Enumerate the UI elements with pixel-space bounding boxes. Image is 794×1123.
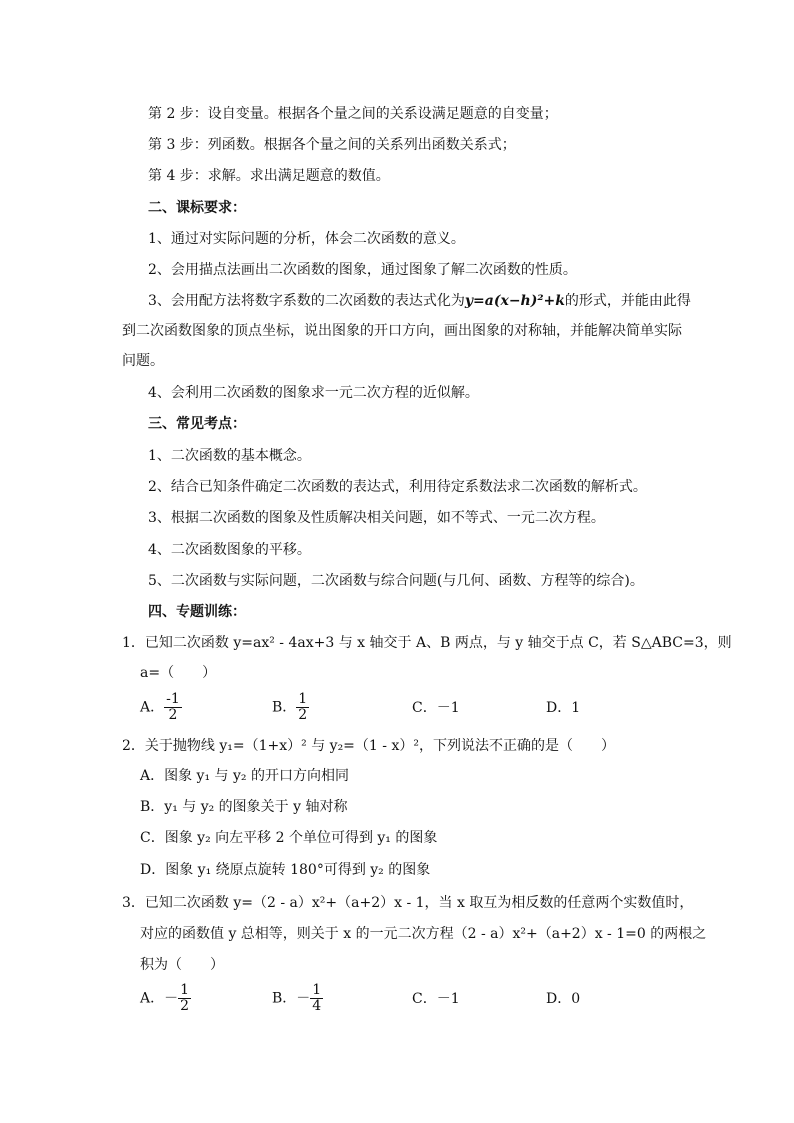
requirement-3-text-b: 的形式，并能由此得 — [564, 293, 691, 309]
question-1-stem: 1．已知二次函数 y=ax² - 4ax+3 与 x 轴交于 A、B 两点，与 y 轴交于点 C，若 S△ABC=3，则 — [122, 635, 732, 651]
question-3-stem-line3: 积为（ ） — [140, 957, 224, 973]
question-2-option-c: C．图象 y₂ 向左平移 2 个单位可得到 y₁ 的图象 — [140, 830, 438, 846]
question-2-option-a: A．图象 y₁ 与 y₂ 的开口方向相同 — [140, 768, 349, 784]
keypoint-2: 2、结合已知条件确定二次函数的表达式，利用待定系数法求二次函数的解析式。 — [148, 479, 647, 495]
question-3-stem-line2: 对应的函数值 y 总相等，则关于 x 的一元二次方程（2 - a）x²+（a+2）x - 1=0 的两根之 — [140, 926, 707, 942]
question-3-option-a: A．－ $\frac{1}{2}$ — [140, 982, 190, 1014]
fraction: $\frac{1}{2}$ — [298, 691, 308, 723]
question-2-option-d: D．图象 y₁ 绕原点旋转 180°可得到 y₂ 的图象 — [140, 862, 431, 878]
requirement-4: 4、会利用二次函数的图象求一元二次方程的近似解。 — [148, 385, 479, 401]
question-1-stem-end: a=（ ） — [140, 665, 217, 681]
question-3-stem-line1: 3．已知二次函数 y=（2 - a）x²+（a+2）x - 1，当 x 取互为相反数的任意两个实数值时， — [122, 895, 694, 911]
question-3-option-b: B．－ $\frac{1}{4}$ — [272, 982, 322, 1014]
keypoint-3: 3、根据二次函数的图象及性质解决相关问题，如不等式、一元二次方程。 — [148, 510, 605, 526]
requirement-3-line3: 问题。 — [122, 353, 164, 369]
question-3-option-d: D．0 — [546, 991, 581, 1007]
question-1-option-c: C．－1 — [412, 700, 460, 716]
keypoint-5: 5、二次函数与实际问题，二次函数与综合问题(与几何、函数、方程等的综合)。 — [148, 573, 644, 589]
question-1-option-b: B． $\frac{1}{2}$ — [272, 691, 308, 723]
requirement-1: 1、通过对实际问题的分析，体会二次函数的意义。 — [148, 231, 465, 247]
step-3: 第 3 步：列函数。根据各个量之间的关系列出函数关系式； — [148, 137, 516, 153]
fraction: $\frac{1}{2}$ — [180, 982, 190, 1014]
keypoint-1: 1、二次函数的基本概念。 — [148, 448, 311, 464]
requirement-3-text-a: 3、会用配方法将数字系数的二次函数的表达式化为 — [148, 293, 465, 309]
section-4-title: 四、专题训练： — [148, 604, 246, 620]
section-2-title: 二、课标要求： — [148, 200, 246, 216]
requirement-3-line1 — [148, 291, 691, 311]
requirement-2: 2、会用描点法画出二次函数的图象，通过图象了解二次函数的性质。 — [148, 262, 577, 278]
step-4: 第 4 步：求解。求出满足题意的数值。 — [148, 168, 390, 184]
question-1-option-a: A． $\frac{-1}{2}$ — [140, 691, 180, 723]
keypoint-4: 4、二次函数图象的平移。 — [148, 542, 311, 558]
fraction: $\frac{1}{4}$ — [312, 982, 322, 1014]
requirement-3-line2: 到二次函数图象的顶点坐标，说出图象的开口方向，画出图象的对称轴，并能解决简单实际 — [122, 323, 682, 339]
step-2: 第 2 步：设自变量。根据各个量之间的关系设满足题意的自变量； — [148, 106, 558, 122]
section-3-title: 三、常见考点： — [148, 416, 246, 432]
question-2-stem: 2．关于抛物线 y₁=（1+x）² 与 y₂=（1 - x）²，下列说法不正确的是（ ） — [122, 738, 615, 754]
question-3-option-c: C．－1 — [412, 991, 460, 1007]
question-1-option-d: D．1 — [546, 700, 581, 716]
question-2-option-b: B．y₁ 与 y₂ 的图象关于 y 轴对称 — [140, 799, 348, 815]
vertex-form-formula: y=a(x−h)²+k — [464, 293, 565, 309]
fraction: $\frac{-1}{2}$ — [166, 691, 180, 723]
